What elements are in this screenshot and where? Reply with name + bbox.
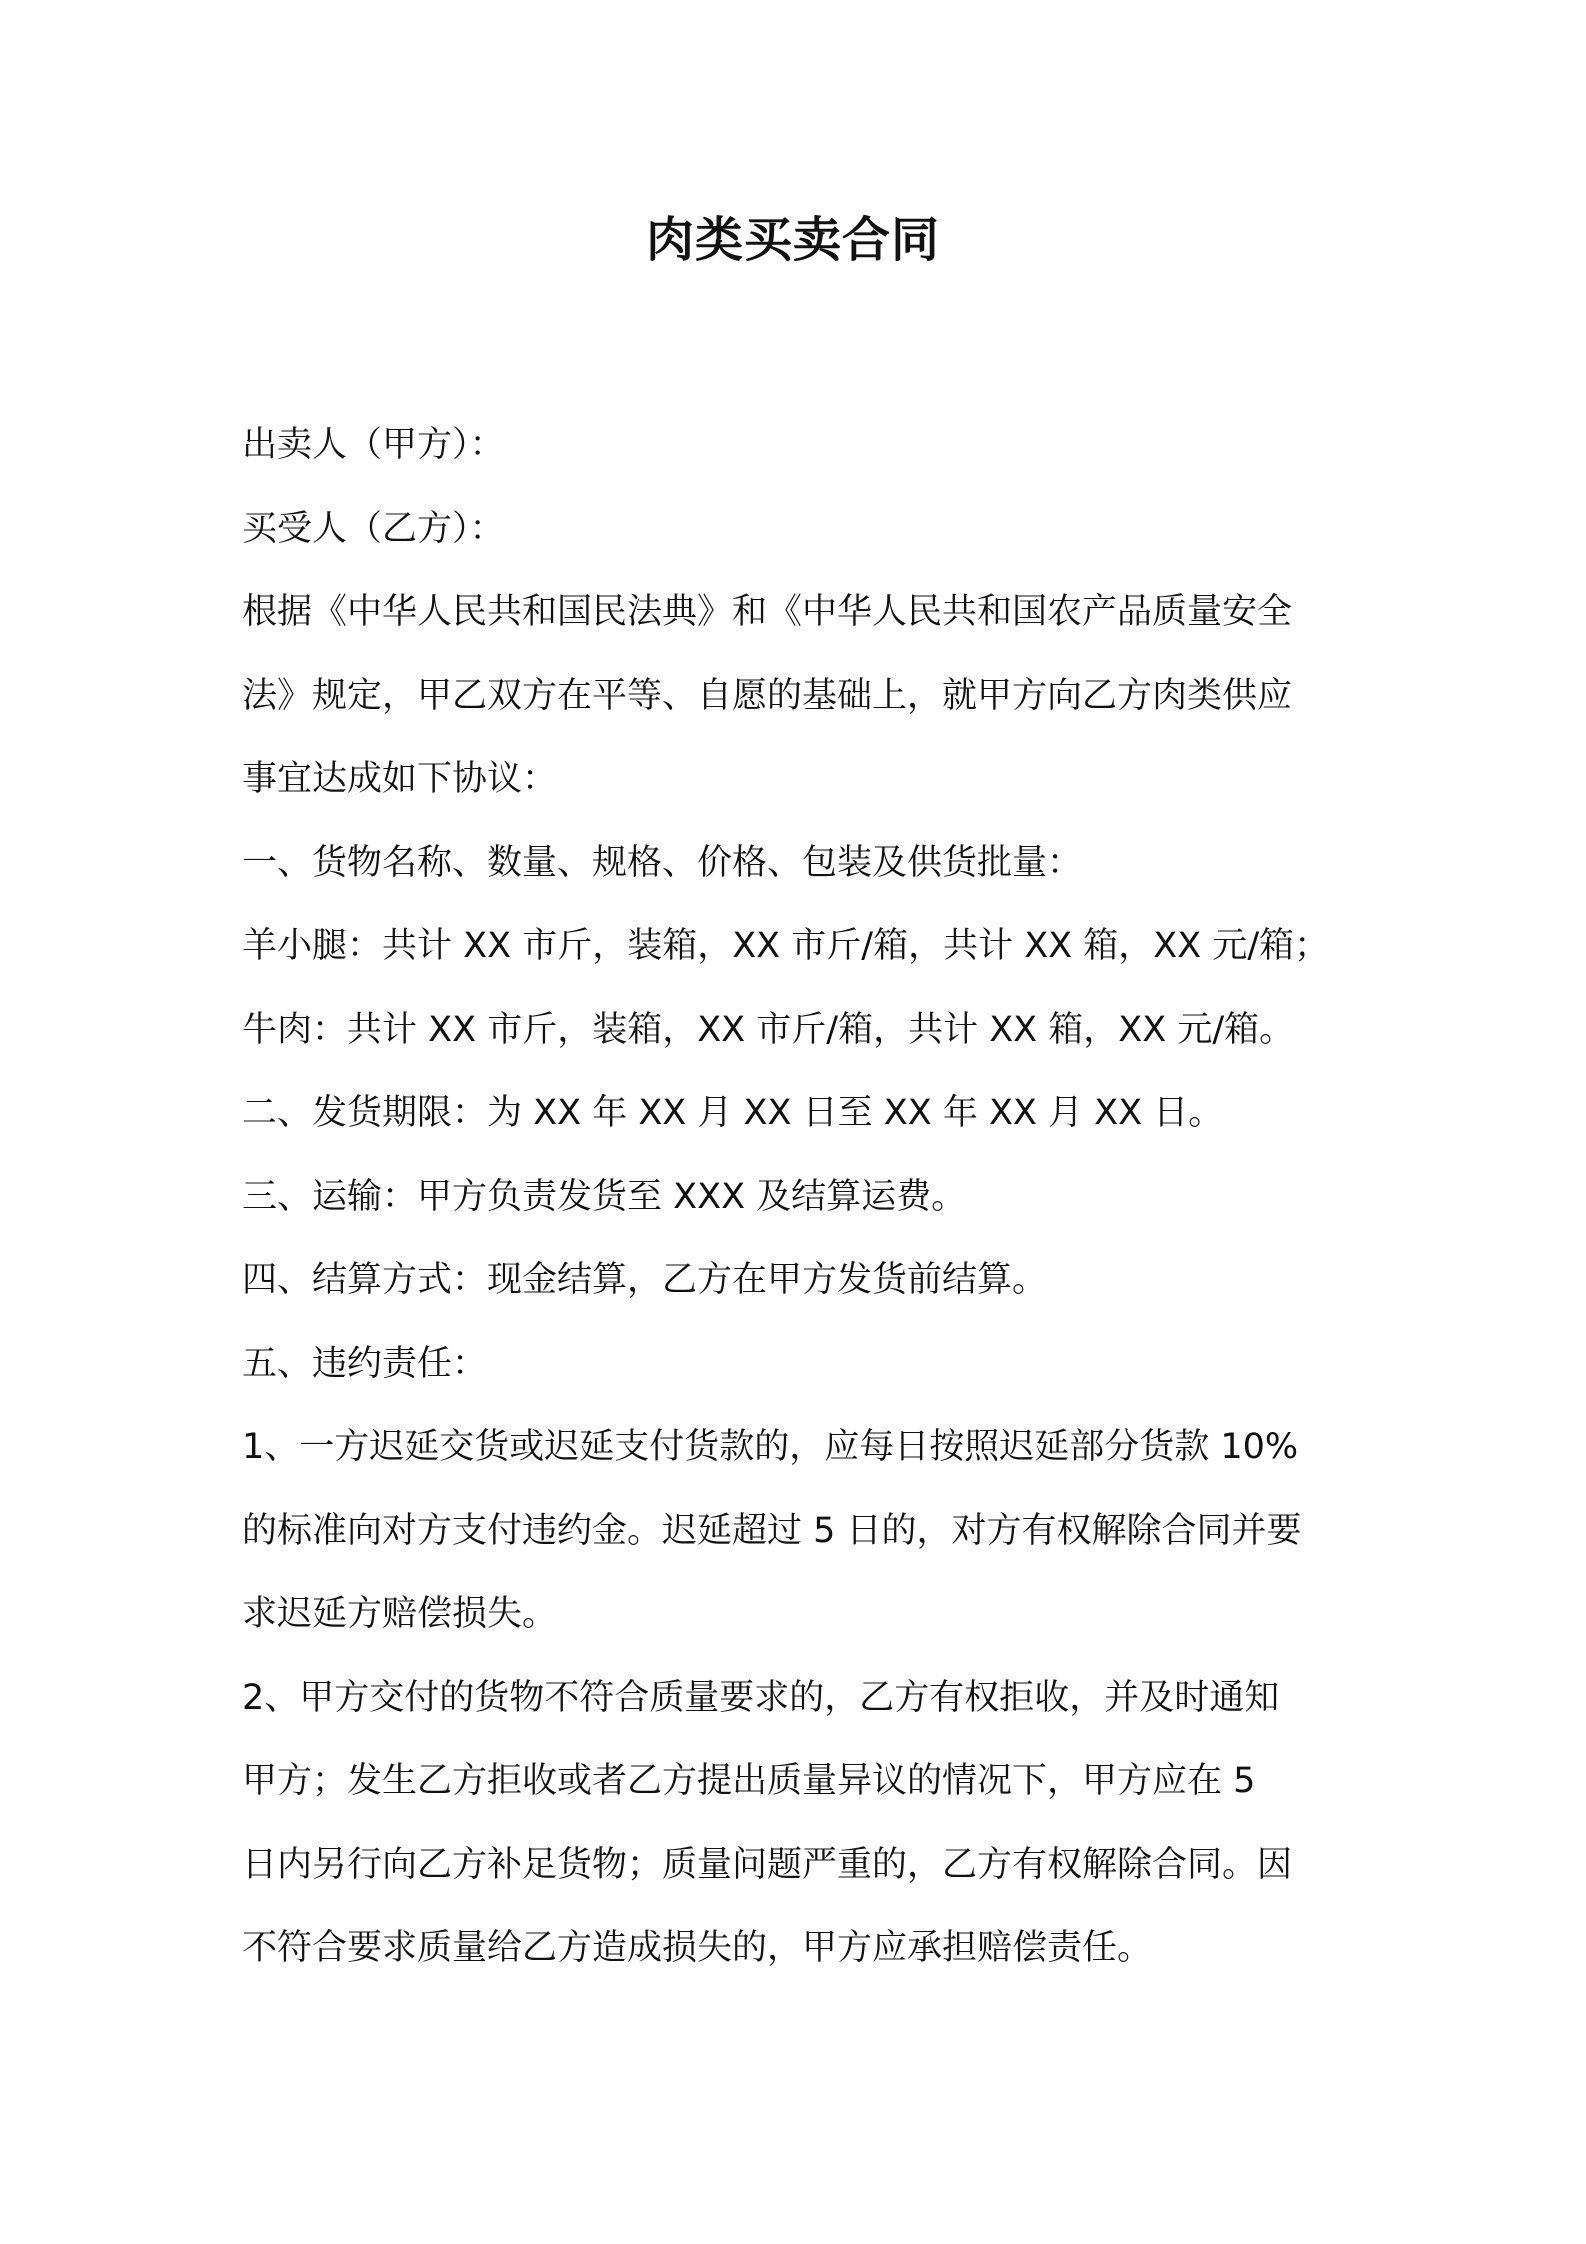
clause-2-line-3: 日内另行向乙方补足货物；质量问题严重的，乙方有权解除合同。因 bbox=[242, 1844, 1293, 1885]
preamble-line-2: 法》规定，甲乙双方在平等、自愿的基础上，就甲方向乙方肉类供应 bbox=[242, 675, 1293, 716]
goods-item-beef: 牛肉：共计 XX 市斤，装箱，XX 市斤/箱，共计 XX 箱，XX 元/箱。 bbox=[242, 1009, 1295, 1050]
clause-2-line-2: 甲方；发生乙方拒收或者乙方提出质量异议的情况下，甲方应在 5 bbox=[242, 1761, 1256, 1801]
seller-line: 出卖人（甲方）： bbox=[242, 425, 505, 465]
buyer-line: 买受人（乙方）： bbox=[242, 508, 505, 549]
goods-item-lamb: 羊小腿：共计 XX 市斤，装箱，XX 市斤/箱，共计 XX 箱，XX 元/箱； bbox=[242, 926, 1330, 966]
section-4-settlement: 四、结算方式：现金结算，乙方在甲方发货前结算。 bbox=[242, 1260, 1048, 1300]
section-5-heading: 五、违约责任： bbox=[242, 1343, 488, 1384]
section-3-transport: 三、运输：甲方负责发货至 XXX 及结算运费。 bbox=[242, 1176, 967, 1217]
clause-1-line-1: 1、一方迟延交货或迟延支付货款的，应每日按照迟延部分货款 10% bbox=[242, 1427, 1299, 1467]
preamble-line-3: 事宜达成如下协议： bbox=[242, 759, 558, 799]
clause-1-line-3: 求迟延方赔偿损失。 bbox=[242, 1594, 558, 1634]
clause-2-line-4: 不符合要求质量给乙方造成损失的，甲方应承担赔偿责任。 bbox=[242, 1928, 1153, 1968]
section-1-heading: 一、货物名称、数量、规格、价格、包装及供货批量： bbox=[242, 842, 1083, 883]
contract-title: 肉类买卖合同 bbox=[645, 212, 940, 268]
section-2-delivery-period: 二、发货期限：为 XX 年 XX 月 XX 日至 XX 年 XX 月 XX 日。 bbox=[242, 1093, 1224, 1133]
clause-1-line-2: 的标准向对方支付违约金。迟延超过 5 日的，对方有权解除合同并要 bbox=[242, 1510, 1302, 1551]
contract-body bbox=[242, 404, 1352, 1991]
preamble-line-1: 根据《中华人民共和国民法典》和《中华人民共和国农产品质量安全 bbox=[242, 592, 1293, 632]
clause-2-line-1: 2、甲方交付的货物不符合质量要求的，乙方有权拒收，并及时通知 bbox=[242, 1677, 1280, 1718]
